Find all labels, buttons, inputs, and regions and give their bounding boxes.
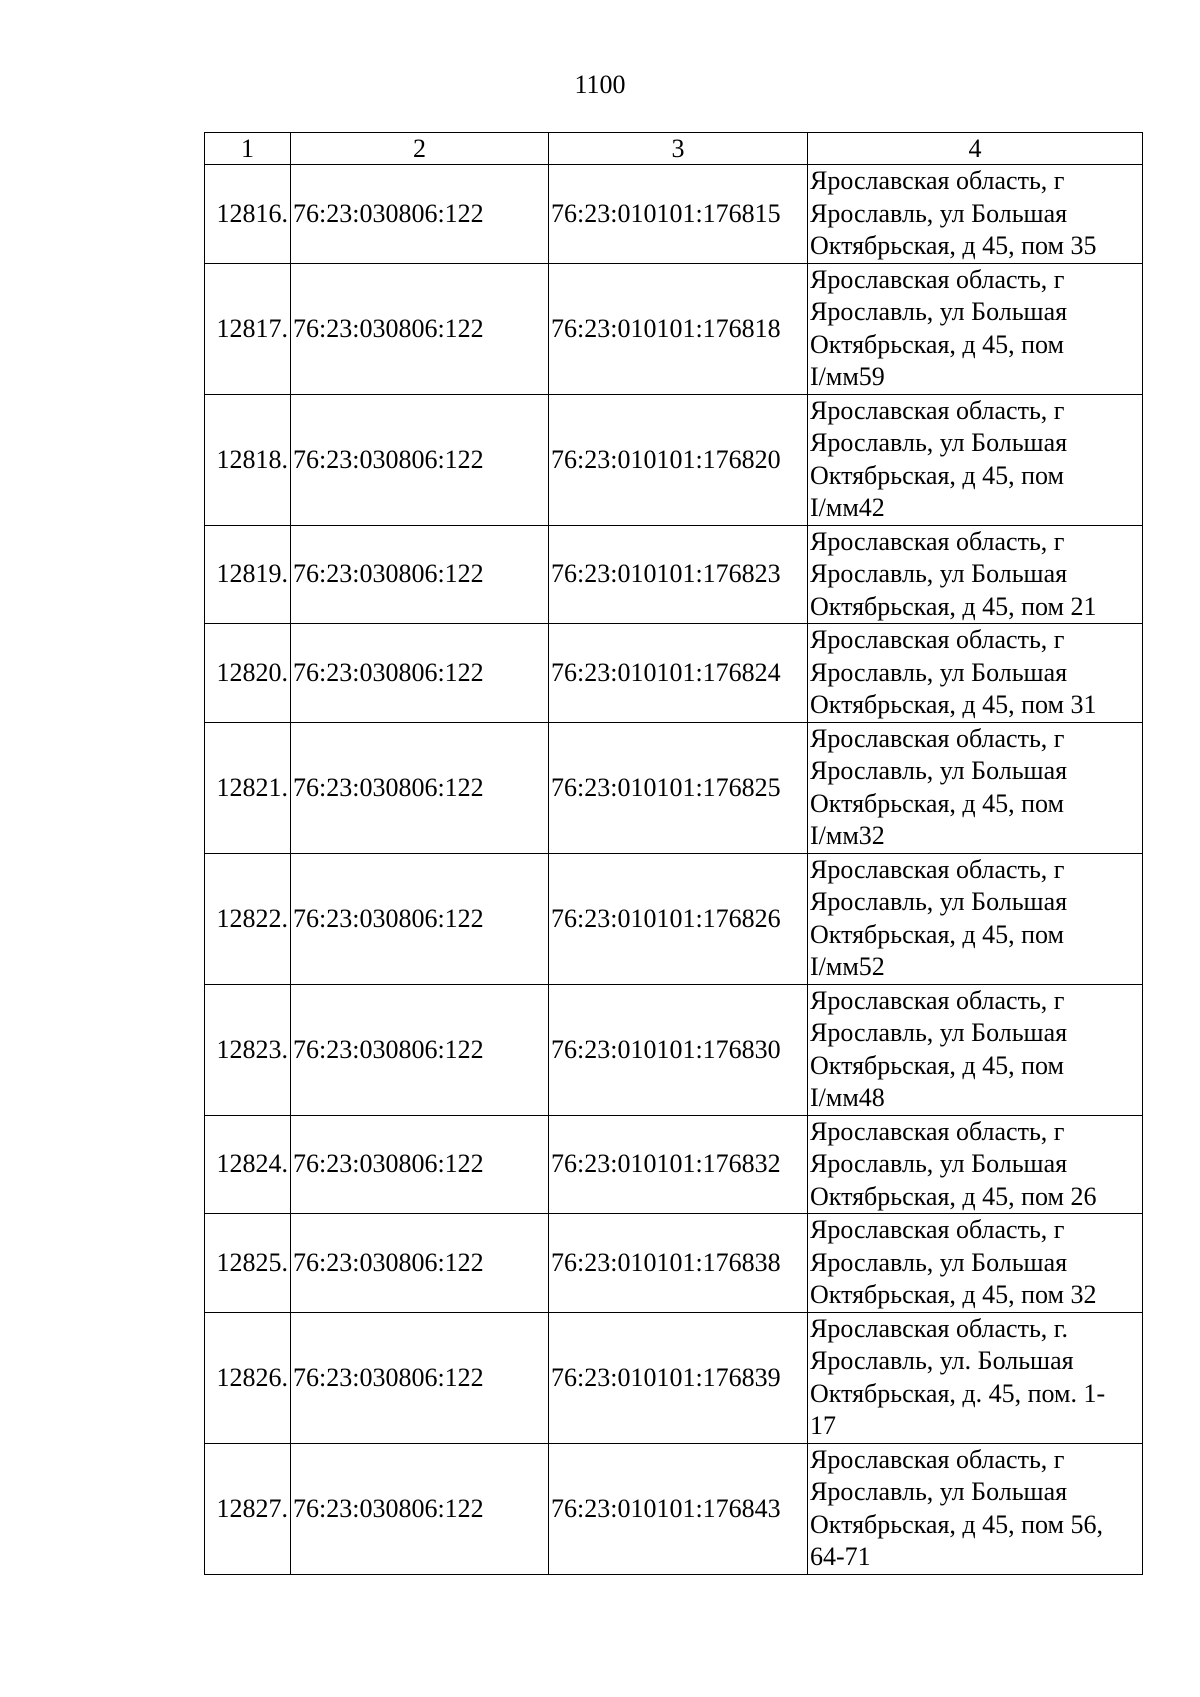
row-number-cell: 12823. bbox=[205, 984, 291, 1115]
row-number-cell: 12820. bbox=[205, 624, 291, 723]
row-number-cell: 12822. bbox=[205, 853, 291, 984]
row-number-cell: 12817. bbox=[205, 263, 291, 394]
address-cell: Ярославская область, г Ярославль, ул Большая Октябрьская, д 45, пом I/мм48 bbox=[808, 984, 1143, 1115]
address-cell: Ярославская область, г. Ярославль, ул. Большая Октябрьская, д. 45, пом. 1- 17 bbox=[808, 1312, 1143, 1443]
object-number-cell: 76:23:010101:176818 bbox=[549, 263, 808, 394]
address-cell: Ярославская область, г Ярославль, ул Большая Октябрьская, д 45, пом 35 bbox=[808, 165, 1143, 264]
table-row bbox=[205, 394, 1143, 525]
parcel-number-cell: 76:23:030806:122 bbox=[291, 394, 549, 525]
parcel-number-cell: 76:23:030806:122 bbox=[291, 722, 549, 853]
table-row bbox=[205, 165, 1143, 264]
table-row bbox=[205, 263, 1143, 394]
address-cell: Ярославская область, г Ярославль, ул Большая Октябрьская, д 45, пом 31 bbox=[808, 624, 1143, 723]
object-number-cell: 76:23:010101:176830 bbox=[549, 984, 808, 1115]
table-row bbox=[205, 525, 1143, 624]
parcel-number-cell: 76:23:030806:122 bbox=[291, 984, 549, 1115]
object-number-cell: 76:23:010101:176815 bbox=[549, 165, 808, 264]
address-cell: Ярославская область, г Ярославль, ул Большая Октябрьская, д 45, пом 26 bbox=[808, 1115, 1143, 1214]
row-number-cell: 12816. bbox=[205, 165, 291, 264]
page-number: 1100 bbox=[574, 70, 626, 99]
column-header-3: 3 bbox=[549, 133, 808, 165]
address-cell: Ярославская область, г Ярославль, ул Большая Октябрьская, д 45, пом 32 bbox=[808, 1214, 1143, 1313]
column-header-1: 1 bbox=[205, 133, 291, 165]
row-number-cell: 12825. bbox=[205, 1214, 291, 1313]
header-row bbox=[205, 133, 1143, 165]
table-body bbox=[205, 165, 1143, 1575]
address-cell: Ярославская область, г Ярославль, ул Большая Октябрьская, д 45, пом I/мм59 bbox=[808, 263, 1143, 394]
column-header-2: 2 bbox=[291, 133, 549, 165]
object-number-cell: 76:23:010101:176838 bbox=[549, 1214, 808, 1313]
table-row bbox=[205, 1312, 1143, 1443]
table-row bbox=[205, 853, 1143, 984]
object-number-cell: 76:23:010101:176839 bbox=[549, 1312, 808, 1443]
parcel-number-cell: 76:23:030806:122 bbox=[291, 1443, 549, 1574]
address-cell: Ярославская область, г Ярославль, ул Большая Октябрьская, д 45, пом 21 bbox=[808, 525, 1143, 624]
object-number-cell: 76:23:010101:176824 bbox=[549, 624, 808, 723]
row-number-cell: 12821. bbox=[205, 722, 291, 853]
table-row bbox=[205, 1115, 1143, 1214]
address-cell: Ярославская область, г Ярославль, ул Большая Октябрьская, д 45, пом 56, 64-71 bbox=[808, 1443, 1143, 1574]
parcel-number-cell: 76:23:030806:122 bbox=[291, 853, 549, 984]
object-number-cell: 76:23:010101:176826 bbox=[549, 853, 808, 984]
row-number-cell: 12819. bbox=[205, 525, 291, 624]
parcel-number-cell: 76:23:030806:122 bbox=[291, 624, 549, 723]
row-number-cell: 12824. bbox=[205, 1115, 291, 1214]
object-number-cell: 76:23:010101:176843 bbox=[549, 1443, 808, 1574]
table-row bbox=[205, 984, 1143, 1115]
table-row bbox=[205, 1214, 1143, 1313]
row-number-cell: 12826. bbox=[205, 1312, 291, 1443]
address-cell: Ярославская область, г Ярославль, ул Большая Октябрьская, д 45, пом I/мм42 bbox=[808, 394, 1143, 525]
row-number-cell: 12827. bbox=[205, 1443, 291, 1574]
parcel-number-cell: 76:23:030806:122 bbox=[291, 263, 549, 394]
object-number-cell: 76:23:010101:176825 bbox=[549, 722, 808, 853]
address-cell: Ярославская область, г Ярославль, ул Большая Октябрьская, д 45, пом I/мм32 bbox=[808, 722, 1143, 853]
object-number-cell: 76:23:010101:176832 bbox=[549, 1115, 808, 1214]
table-row bbox=[205, 624, 1143, 723]
object-number-cell: 76:23:010101:176823 bbox=[549, 525, 808, 624]
table-row bbox=[205, 1443, 1143, 1574]
parcel-number-cell: 76:23:030806:122 bbox=[291, 1115, 549, 1214]
parcel-number-cell: 76:23:030806:122 bbox=[291, 1214, 549, 1313]
parcel-number-cell: 76:23:030806:122 bbox=[291, 1312, 549, 1443]
registry-table bbox=[204, 132, 1143, 1575]
parcel-number-cell: 76:23:030806:122 bbox=[291, 165, 549, 264]
address-cell: Ярославская область, г Ярославль, ул Большая Октябрьская, д 45, пом I/мм52 bbox=[808, 853, 1143, 984]
table-header bbox=[205, 133, 1143, 165]
table-row bbox=[205, 722, 1143, 853]
object-number-cell: 76:23:010101:176820 bbox=[549, 394, 808, 525]
row-number-cell: 12818. bbox=[205, 394, 291, 525]
column-header-4: 4 bbox=[808, 133, 1143, 165]
parcel-number-cell: 76:23:030806:122 bbox=[291, 525, 549, 624]
